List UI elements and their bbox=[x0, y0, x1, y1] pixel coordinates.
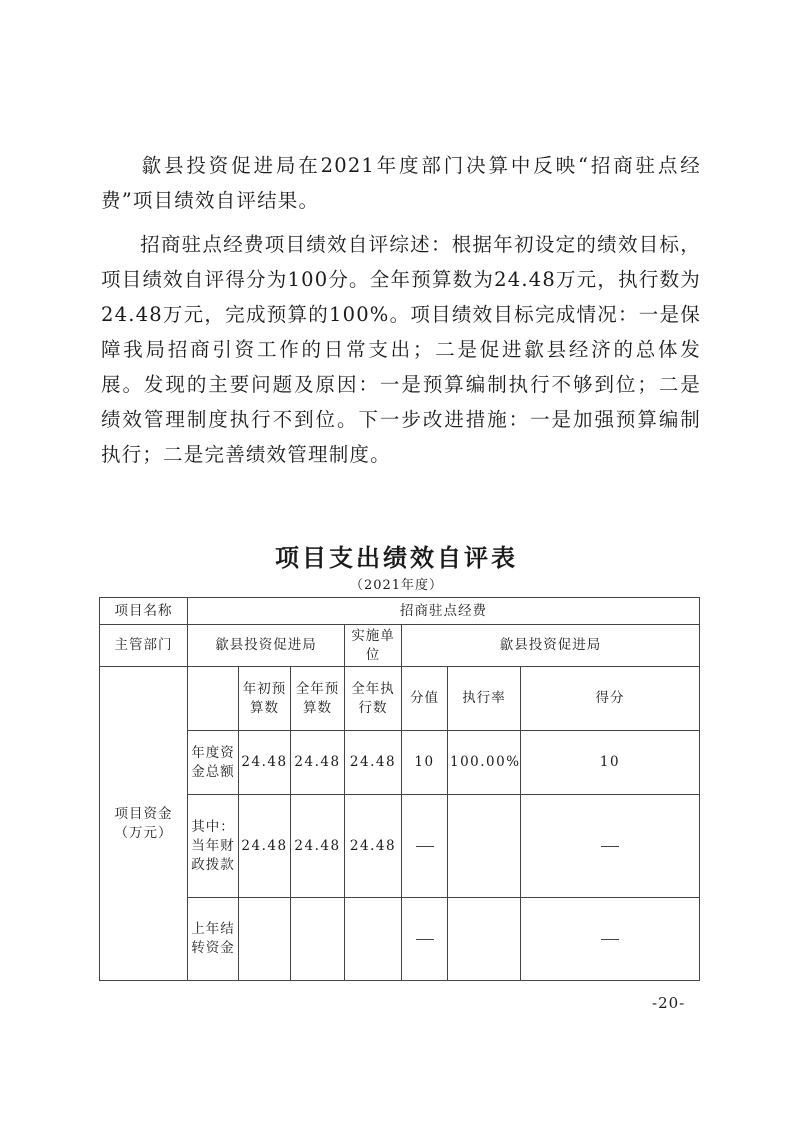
table-row bbox=[100, 898, 700, 981]
header-score: 得分 bbox=[521, 667, 700, 731]
table-row bbox=[100, 795, 700, 898]
annual-budget-cell: 24.48 bbox=[291, 731, 345, 795]
header-blank bbox=[188, 667, 239, 731]
exec-rate-cell bbox=[448, 795, 521, 898]
implementing-unit-value: 歙县投资促进局 bbox=[402, 625, 700, 667]
annual-budget-cell: 24.48 bbox=[291, 795, 345, 898]
table-subtitle: （2021年度） bbox=[349, 578, 444, 593]
performance-evaluation-table bbox=[99, 597, 700, 981]
initial-budget-cell bbox=[239, 898, 291, 981]
table-row-header bbox=[100, 667, 700, 731]
table-title: 项目支出绩效自评表 bbox=[275, 543, 518, 572]
page-number: -20- bbox=[652, 994, 686, 1012]
intro-paragraph-1-text: 歙县投资促进局在2021年度部门决算中反映“招商驻点经费”项目绩效自评结果。 bbox=[101, 154, 701, 212]
department-value: 歙县投资促进局 bbox=[188, 625, 345, 667]
row-label: 其中：当年财政拨款 bbox=[188, 795, 239, 898]
header-exec-rate: 执行率 bbox=[448, 667, 521, 731]
exec-rate-cell: 100.00% bbox=[448, 731, 521, 795]
score-value-cell: 10 bbox=[402, 731, 448, 795]
row-label: 上年结转资金 bbox=[188, 898, 239, 981]
dash-mark bbox=[416, 939, 434, 940]
table-row-project-name bbox=[100, 598, 700, 625]
intro-paragraph-2 bbox=[101, 227, 701, 472]
score-cell bbox=[521, 898, 700, 981]
table-row bbox=[100, 731, 700, 795]
dash-mark bbox=[601, 939, 619, 940]
header-score-value: 分值 bbox=[402, 667, 448, 731]
project-funds-label: 项目资金（万元） bbox=[100, 667, 188, 981]
annual-budget-cell bbox=[291, 898, 345, 981]
executed-cell bbox=[345, 898, 402, 981]
intro-paragraph-1 bbox=[101, 148, 701, 218]
initial-budget-cell: 24.48 bbox=[239, 795, 291, 898]
executed-cell: 24.48 bbox=[345, 731, 402, 795]
row-label: 年度资金总额 bbox=[188, 731, 239, 795]
dash-mark bbox=[416, 846, 434, 847]
header-initial-budget: 年初预算数 bbox=[239, 667, 291, 731]
table-row-department bbox=[100, 625, 700, 667]
score-value-cell bbox=[402, 795, 448, 898]
score-cell: 10 bbox=[521, 731, 700, 795]
score-value-cell bbox=[402, 898, 448, 981]
header-annual-budget: 全年预算数 bbox=[291, 667, 345, 731]
executed-cell: 24.48 bbox=[345, 795, 402, 898]
intro-paragraph-2-text: 招商驻点经费项目绩效自评综述：根据年初设定的绩效目标，项目绩效自评得分为100分。全年预算数为24.48万元，执行数为24.48万元，完成预算的100%。项目绩效目标完成情况：一是保障我局招商引资工作的日常支出；二是促进歙县经济的总体发展。发现的主要问题及原因：一是预算编制执行不够到位；二是绩效管理制度执行不到位。下一步改进措施：一是加强预算编制执行；二是完善绩效管理制度。 bbox=[101, 233, 701, 466]
project-name-value: 招商驻点经费 bbox=[188, 598, 700, 625]
dash-mark bbox=[601, 846, 619, 847]
implementing-unit-label: 实施单位 bbox=[345, 625, 402, 667]
exec-rate-cell bbox=[448, 898, 521, 981]
initial-budget-cell: 24.48 bbox=[239, 731, 291, 795]
project-name-label: 项目名称 bbox=[100, 598, 188, 625]
header-executed: 全年执行数 bbox=[345, 667, 402, 731]
department-label: 主管部门 bbox=[100, 625, 188, 667]
score-cell bbox=[521, 795, 700, 898]
